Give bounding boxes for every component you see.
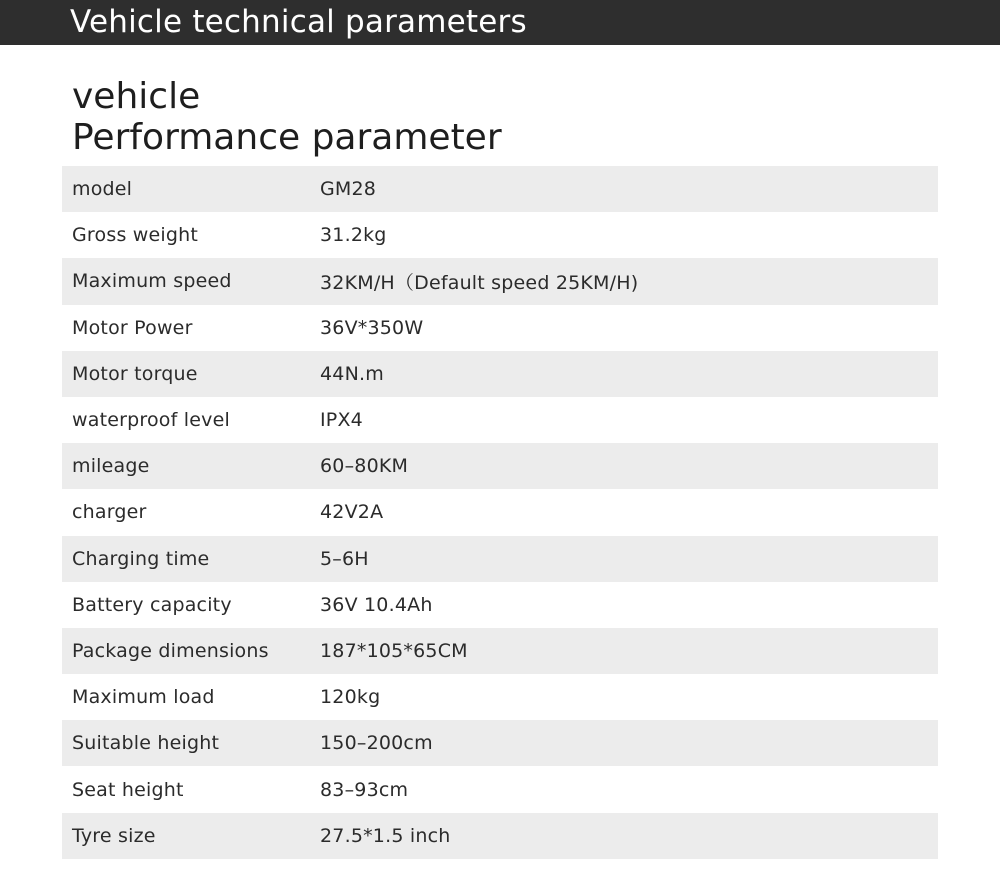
section-heading [72, 76, 502, 158]
spec-row [62, 582, 938, 628]
spec-value: 83–93cm [320, 778, 409, 801]
spec-row [62, 674, 938, 720]
spec-row [62, 813, 938, 859]
header-banner [0, 0, 1000, 45]
spec-table [62, 166, 938, 859]
spec-value: 36V 10.4Ah [320, 593, 433, 616]
banner-title: Vehicle technical parameters [70, 4, 527, 40]
spec-label: waterproof level [72, 409, 230, 432]
spec-value: 27.5*1.5 inch [320, 824, 451, 847]
heading-line-1: vehicle [72, 76, 201, 117]
spec-row [62, 628, 938, 674]
spec-row [62, 212, 938, 258]
spec-row [62, 258, 938, 304]
spec-label: Motor Power [72, 316, 193, 339]
spec-label: Battery capacity [72, 593, 232, 616]
spec-value: 42V2A [320, 501, 384, 524]
spec-value: 36V*350W [320, 316, 424, 339]
spec-label: Maximum load [72, 686, 215, 709]
spec-row [62, 443, 938, 489]
spec-label: Gross weight [72, 224, 199, 247]
spec-label: model [72, 178, 133, 201]
spec-value: GM28 [320, 178, 377, 201]
spec-row [62, 305, 938, 351]
spec-row [62, 397, 938, 443]
spec-label: charger [72, 501, 147, 524]
spec-value: IPX4 [320, 409, 363, 432]
spec-row [62, 720, 938, 766]
spec-value: 31.2kg [320, 224, 387, 247]
spec-label: Package dimensions [72, 639, 269, 662]
spec-label: Maximum speed [72, 270, 232, 293]
spec-label: Tyre size [72, 824, 156, 847]
spec-row [62, 489, 938, 535]
spec-label: Motor torque [72, 362, 198, 385]
spec-row [62, 536, 938, 582]
spec-label: Charging time [72, 547, 210, 570]
spec-value: 60–80KM [320, 455, 409, 478]
spec-value: 5–6H [320, 547, 369, 570]
spec-value: 187*105*65CM [320, 639, 468, 662]
heading-line-2: Performance parameter [72, 117, 502, 158]
spec-value: 120kg [320, 686, 381, 709]
spec-label: Seat height [72, 778, 184, 801]
spec-label: mileage [72, 455, 150, 478]
spec-value: 32KM/H（Default speed 25KM/H) [320, 271, 639, 294]
spec-label: Suitable height [72, 732, 220, 755]
spec-value: 44N.m [320, 362, 384, 385]
spec-row [62, 166, 938, 212]
spec-row [62, 766, 938, 812]
spec-row [62, 351, 938, 397]
spec-value: 150–200cm [320, 732, 433, 755]
